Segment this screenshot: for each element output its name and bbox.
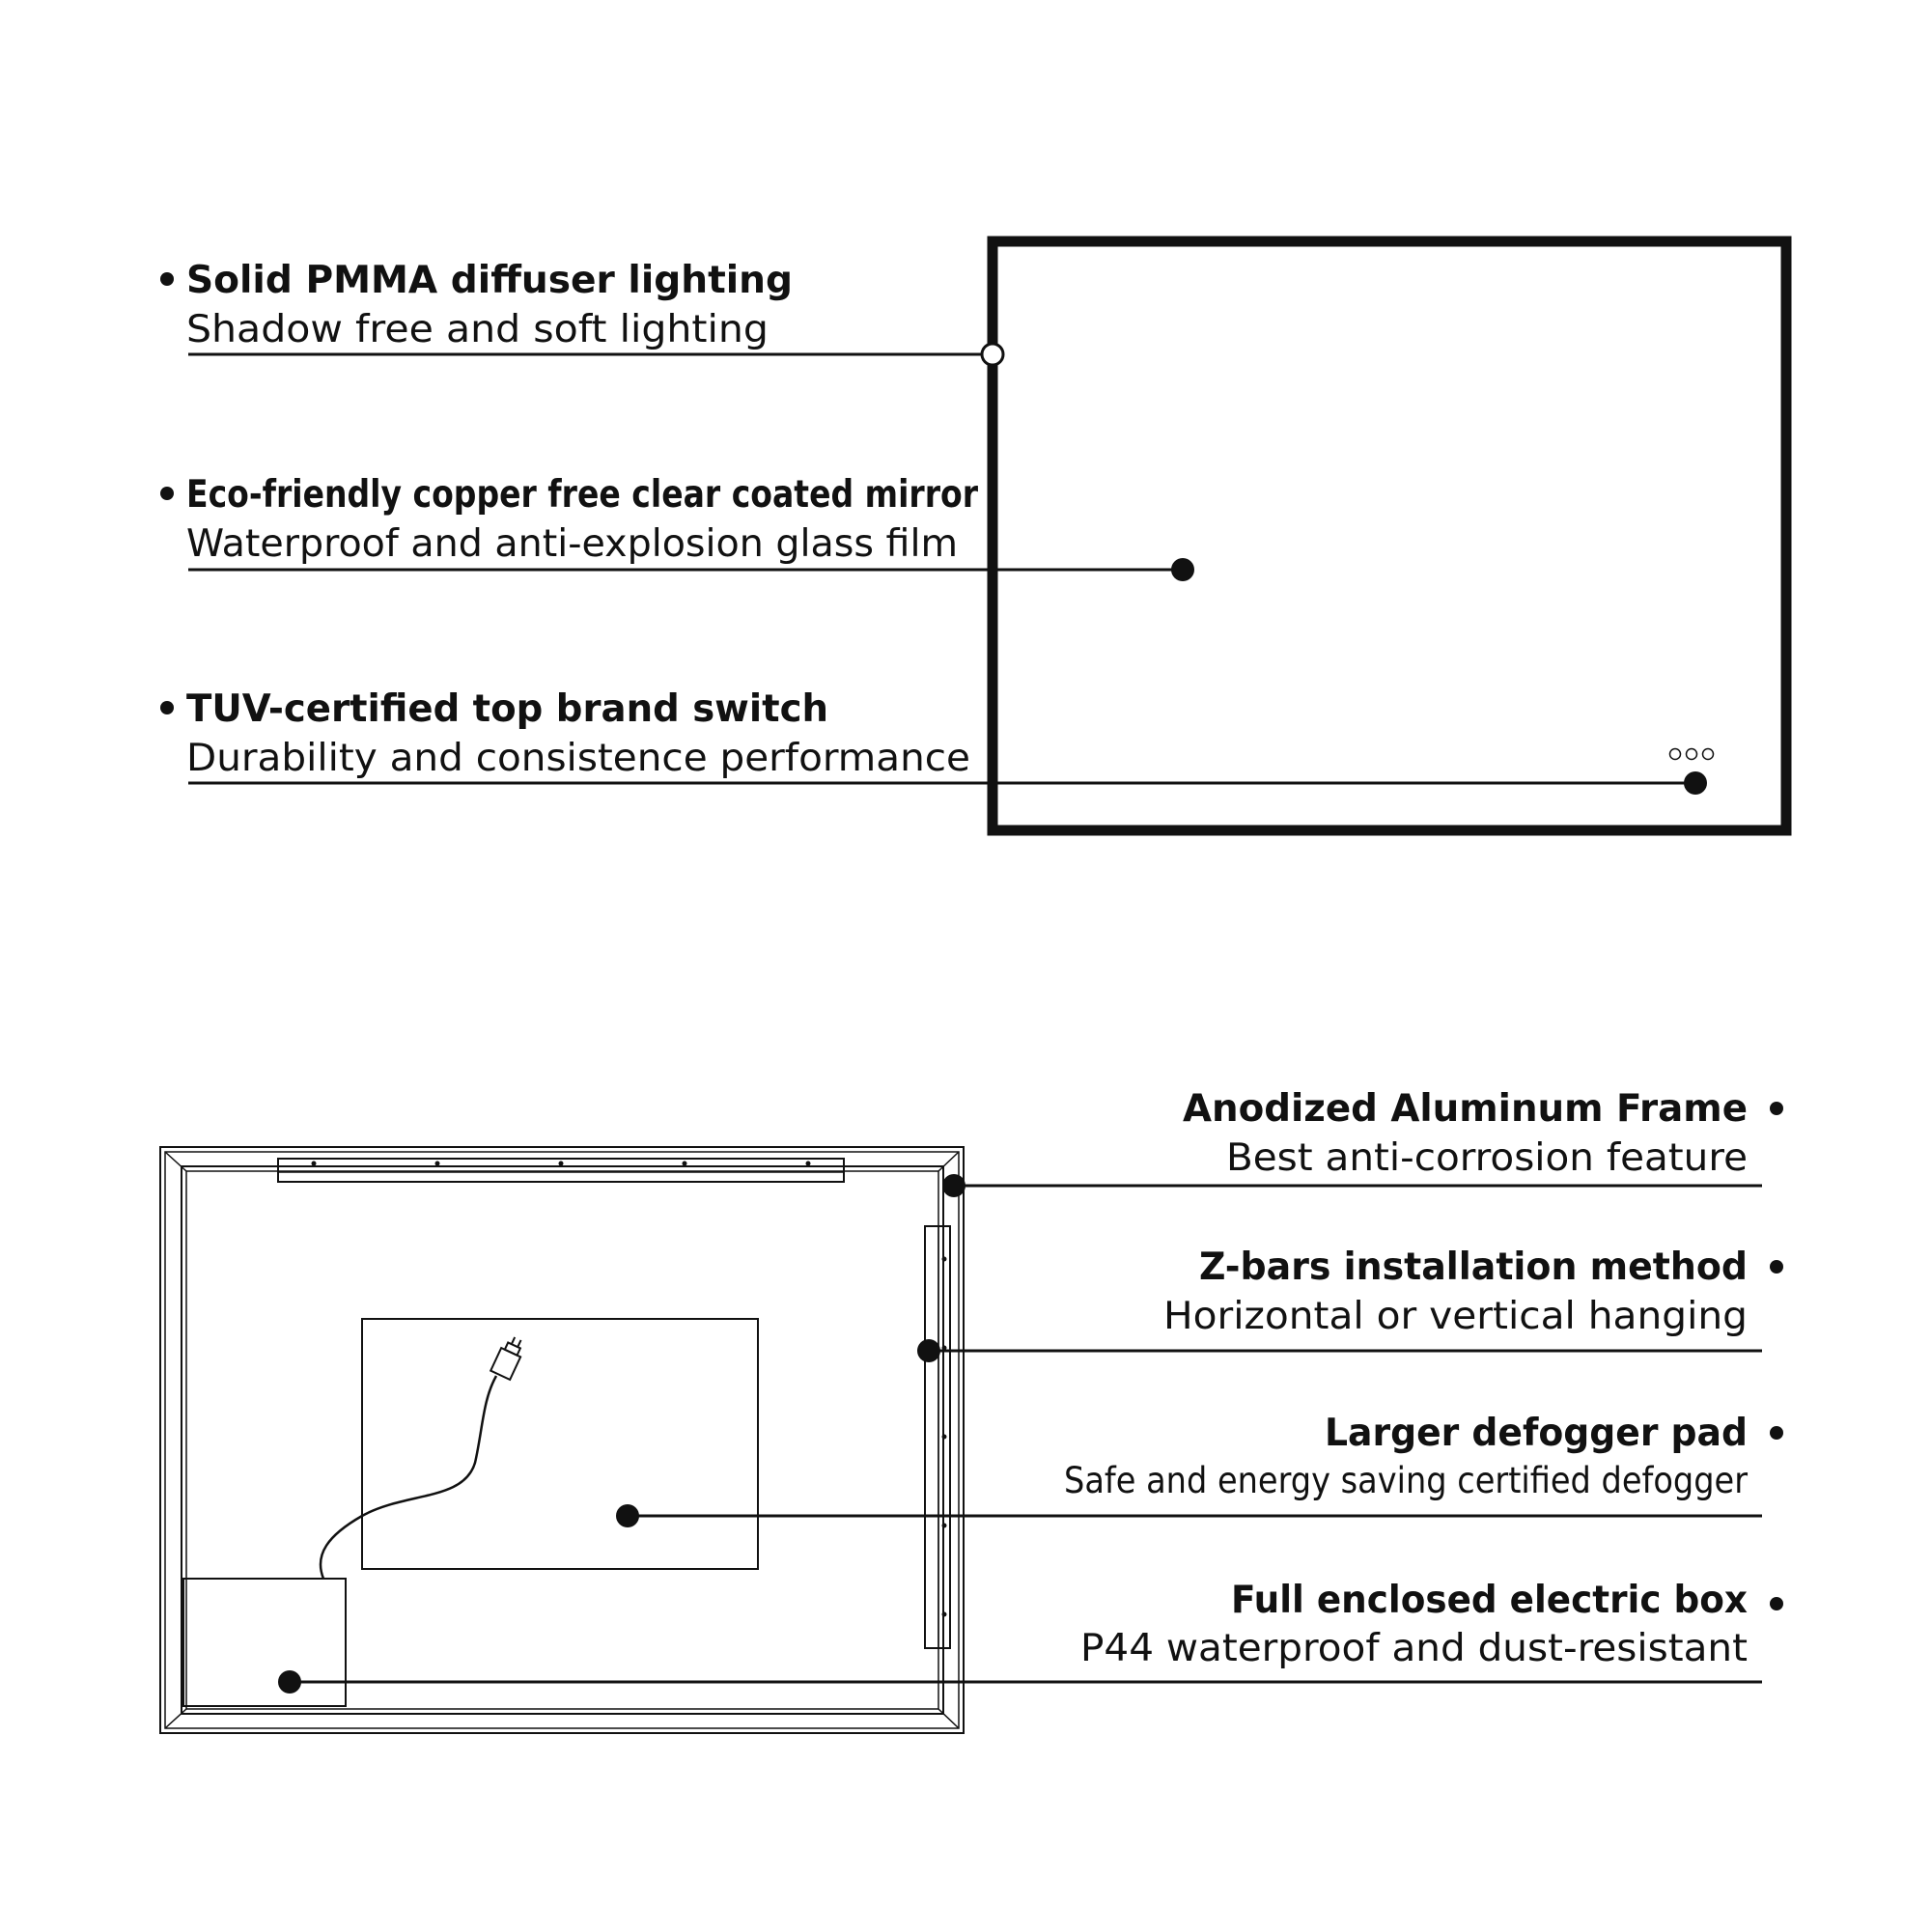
feature-aluminum-frame [942, 1087, 1783, 1197]
frame-corner-br [938, 1709, 959, 1728]
feature-defogger [616, 1412, 1783, 1527]
mirror-front-frame [993, 241, 1786, 830]
switch-icon-1 [1670, 749, 1681, 760]
feature-title: Anodized Aluminum Frame [1183, 1087, 1748, 1131]
back-frame-outer-inner [165, 1152, 959, 1728]
bullet-icon [1770, 1426, 1783, 1440]
feature-title: Larger defogger pad [1325, 1412, 1748, 1455]
bullet-icon [1770, 1597, 1783, 1610]
back-panel [186, 1171, 938, 1709]
callout-point [278, 1670, 301, 1694]
z-bar-side [925, 1226, 950, 1648]
switch-icon-3 [1703, 749, 1714, 760]
feature-title: Eco-friendly copper free clear coated mirror [186, 473, 979, 517]
bullet-icon [160, 487, 174, 500]
back-view [160, 1147, 964, 1733]
feature-title: Full enclosed electric box [1231, 1579, 1748, 1622]
switch-icon-2 [1687, 749, 1697, 760]
callout-point [942, 1174, 966, 1197]
back-frame-inner [182, 1166, 943, 1714]
bullet-icon [160, 701, 174, 714]
feature-pmma-diffuser [160, 259, 1003, 365]
feature-z-bars [917, 1246, 1783, 1362]
touch-switch-icons [1670, 749, 1714, 760]
feature-subtitle: Durability and consistence performance [186, 737, 970, 780]
feature-copper-free-mirror [160, 473, 1194, 581]
feature-subtitle: Horizontal or vertical hanging [1163, 1295, 1748, 1338]
z-bar-top [278, 1159, 844, 1182]
callout-point [1171, 558, 1194, 581]
feature-title: Solid PMMA diffuser lighting [186, 259, 793, 302]
callout-point-open [982, 344, 1003, 365]
plug-icon [490, 1334, 527, 1380]
bullet-icon [1770, 1260, 1783, 1274]
bullet-icon [1770, 1102, 1783, 1115]
frame-corner-tr [938, 1152, 959, 1171]
feature-subtitle: Safe and energy saving certified defogger [1064, 1460, 1749, 1501]
front-view [993, 241, 1786, 830]
electric-box [183, 1579, 346, 1706]
feature-subtitle: Waterproof and anti-explosion glass film [186, 522, 958, 566]
feature-subtitle: P44 waterproof and dust-resistant [1080, 1627, 1748, 1670]
callout-point [917, 1339, 940, 1362]
feature-title: TUV-certified top brand switch [186, 687, 828, 731]
feature-tuv-switch [160, 687, 1707, 795]
feature-subtitle: Best anti-corrosion feature [1226, 1136, 1748, 1180]
frame-corner-tl [165, 1152, 186, 1171]
callout-point [1684, 771, 1707, 795]
defogger-pad [362, 1319, 758, 1569]
bullet-icon [160, 272, 174, 286]
feature-title: Z-bars installation method [1199, 1246, 1748, 1289]
feature-subtitle: Shadow free and soft lighting [186, 308, 769, 351]
callout-point [616, 1504, 639, 1527]
back-frame-outer [160, 1147, 964, 1733]
power-cord [321, 1376, 496, 1579]
frame-corner-bl [165, 1709, 186, 1728]
feature-electric-box [278, 1579, 1783, 1694]
